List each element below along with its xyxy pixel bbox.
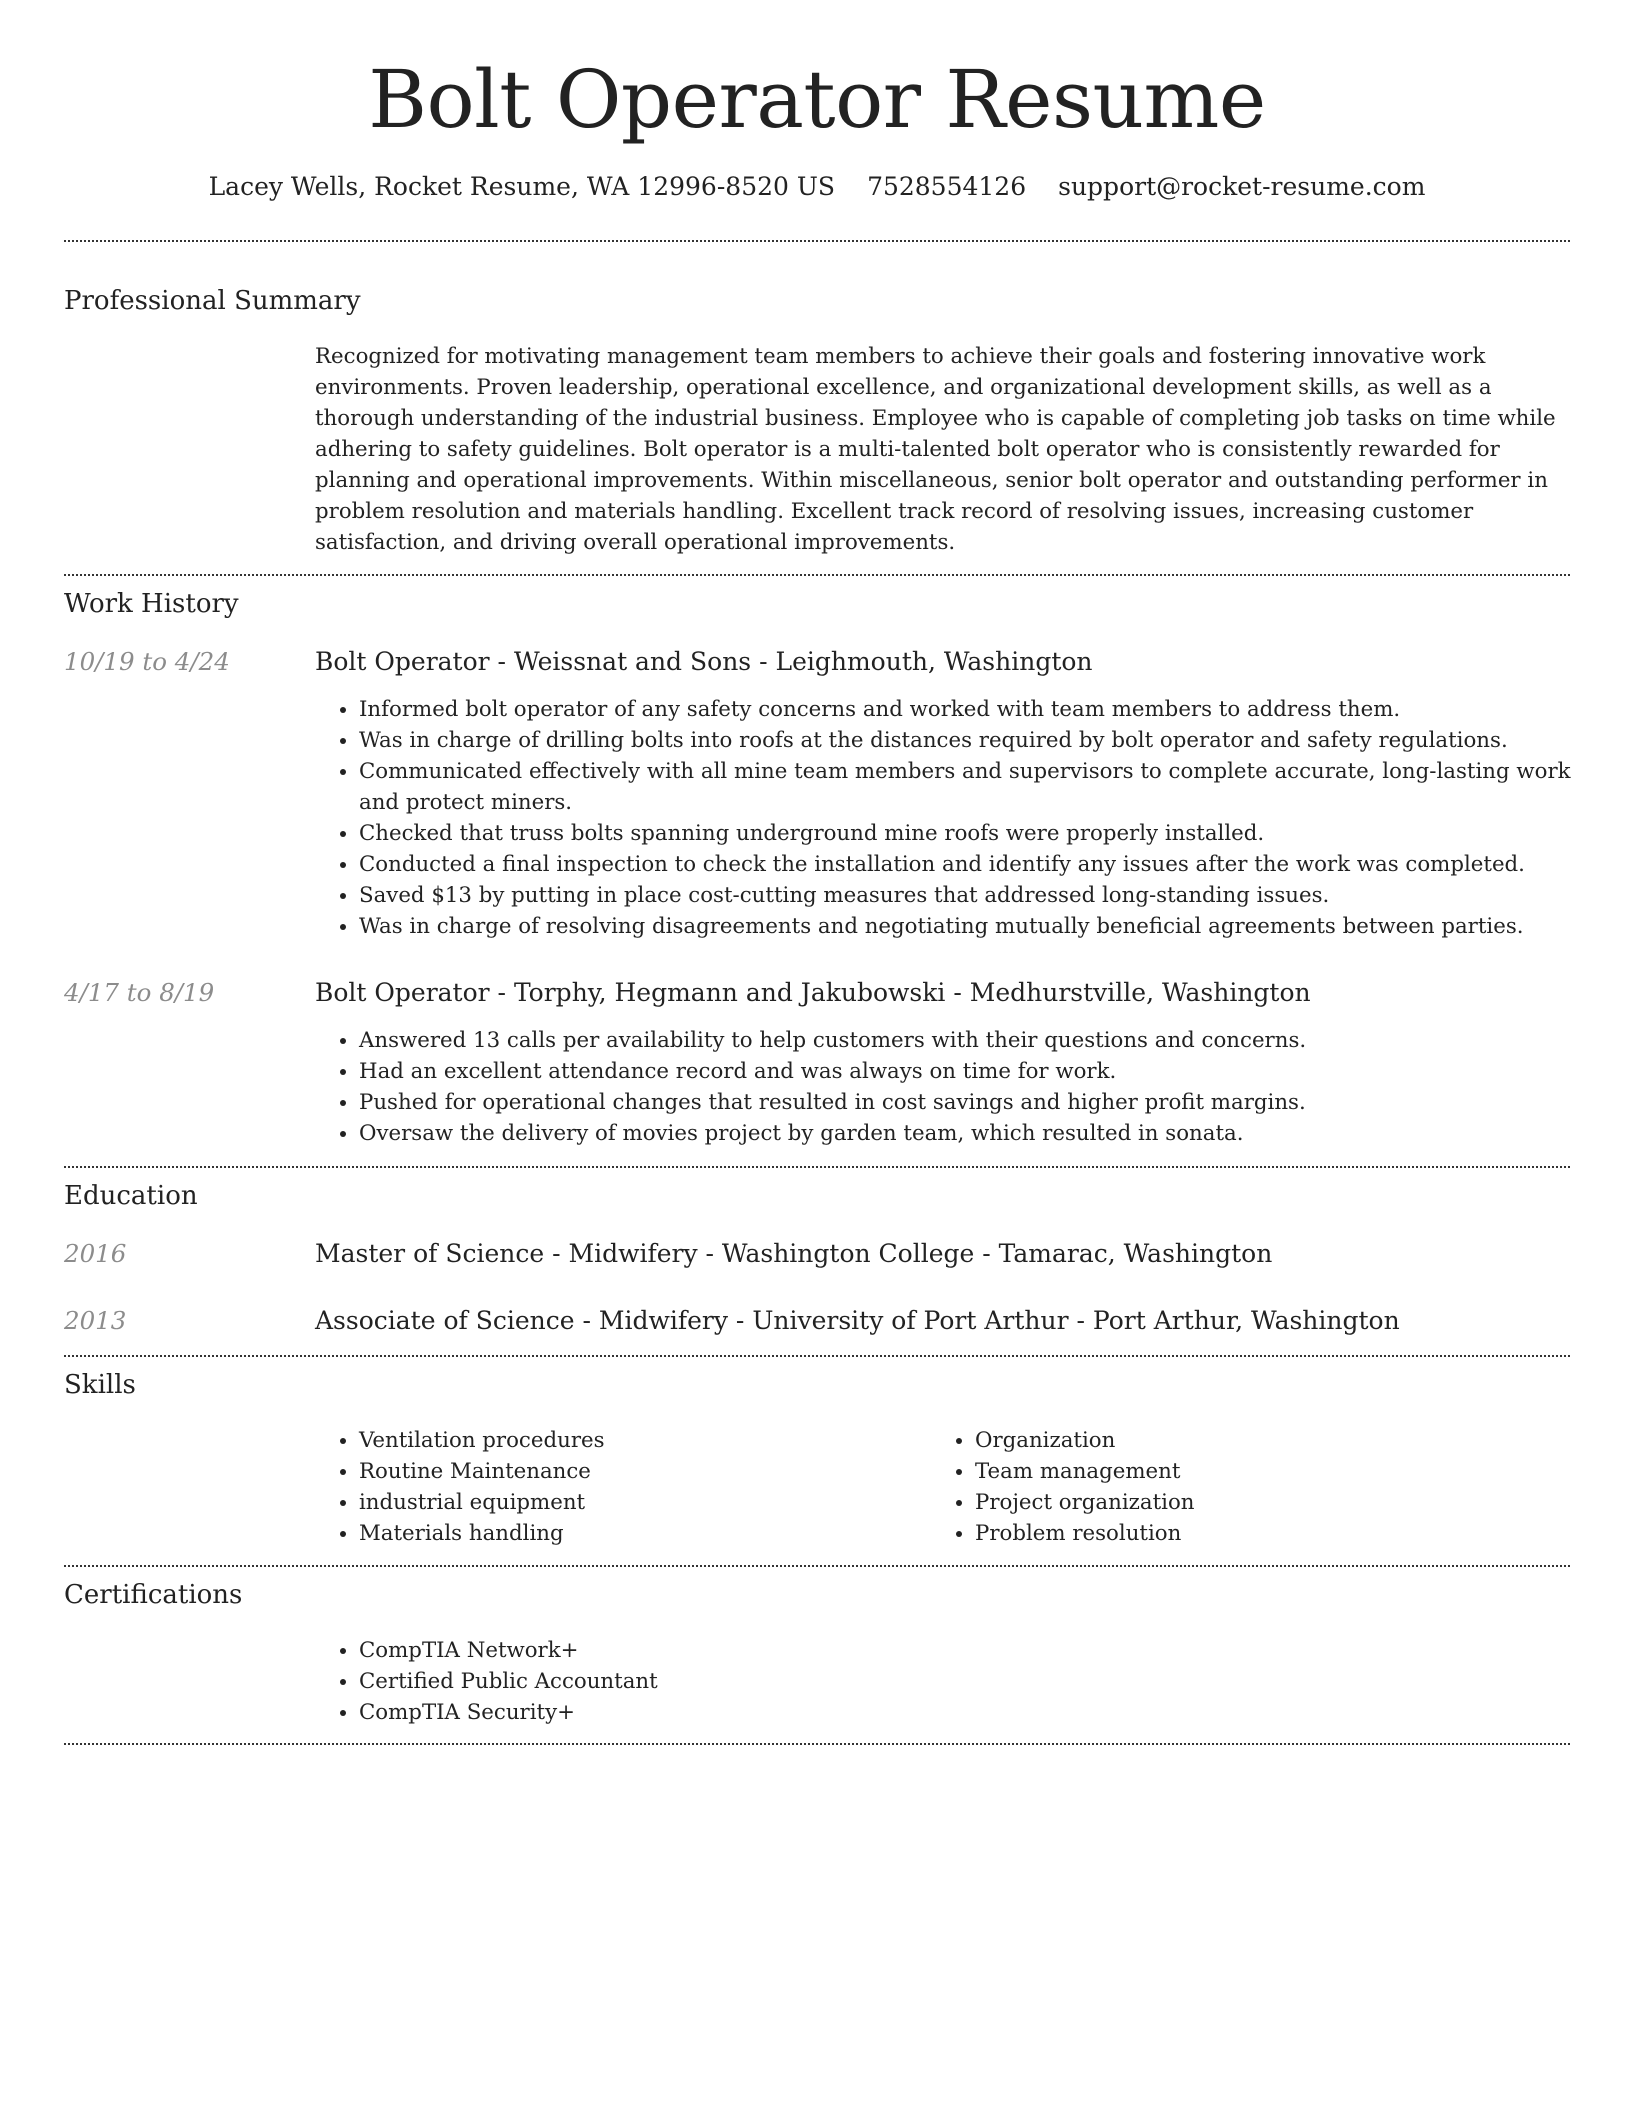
- skills-list-left: [315, 1425, 919, 1549]
- job-2-dates: 4/17 to 8/19: [64, 978, 215, 1007]
- summary-heading: Professional Summary: [64, 286, 361, 316]
- list-item: • Certified Public Accountant: [359, 1666, 1159, 1697]
- job-1-title: Bolt Operator - Weissnat and Sons - Leighmouth, Washington: [315, 647, 1093, 676]
- divider-header: [64, 240, 1570, 242]
- list-item: • Conducted a final inspection to check the installation and identify any issues after the work was completed.: [359, 849, 1571, 880]
- summary-text: Recognized for motivating management team members to achieve their goals and fostering innovative work environments. Proven leadership, operational excellence, and organizational development skills, as well as a thorough understanding of the industrial business. Employee who is capable of completing job tasks on time while adhering to safety guidelines. Bolt operator is a multi-talented bolt operator who is consistently rewarded for planning and operational improvements. Within miscellaneous, senior bolt operator and outstanding performer in problem resolution and materials handling. Excellent track record of resolving issues, increasing customer satisfaction, and driving overall operational improvements.: [315, 344, 1556, 555]
- education-2-year: 2013: [64, 1306, 127, 1335]
- job-2-bullets: [315, 1025, 1571, 1149]
- contact-email: support@rocket-resume.com: [1058, 172, 1426, 201]
- list-item: • Was in charge of resolving disagreements and negotiating mutually beneficial agreements between parties.: [359, 911, 1571, 942]
- list-item: • Problem resolution: [975, 1518, 1535, 1549]
- contact-address: Lacey Wells, Rocket Resume, WA 12996-8520 US: [208, 172, 836, 201]
- list-item: • CompTIA Network+: [359, 1635, 1159, 1666]
- list-item: • Checked that truss bolts spanning underground mine roofs were properly installed.: [359, 818, 1571, 849]
- divider-certifications: [64, 1743, 1570, 1745]
- education-heading: Education: [64, 1181, 198, 1211]
- work-history-heading: Work History: [64, 589, 239, 619]
- education-1-degree: Master of Science - Midwifery - Washington College - Tamarac, Washington: [315, 1239, 1273, 1268]
- list-item: • Ventilation procedures: [359, 1425, 919, 1456]
- list-item: • Was in charge of drilling bolts into roofs at the distances required by bolt operator and safety regulations.: [359, 725, 1571, 756]
- education-2-degree: Associate of Science - Midwifery - University of Port Arthur - Port Arthur, Washington: [315, 1306, 1400, 1335]
- certifications-list: [315, 1635, 1159, 1728]
- list-item: • Saved $13 by putting in place cost-cutting measures that addressed long-standing issues.: [359, 880, 1571, 911]
- list-item: • Communicated effectively with all mine team members and supervisors to complete accurate, long-lasting work and protect miners.: [359, 756, 1571, 818]
- skills-list-right: [931, 1425, 1535, 1549]
- list-item: • industrial equipment: [359, 1487, 919, 1518]
- list-item: • CompTIA Security+: [359, 1697, 1159, 1728]
- list-item: • Team management: [975, 1456, 1535, 1487]
- list-item: • Informed bolt operator of any safety concerns and worked with team members to address them.: [359, 694, 1571, 725]
- job-2-title: Bolt Operator - Torphy, Hegmann and Jakubowski - Medhurstville, Washington: [315, 978, 1311, 1007]
- job-1-bullets: [315, 694, 1571, 942]
- skills-heading: Skills: [64, 1370, 136, 1400]
- list-item: • Project organization: [975, 1487, 1535, 1518]
- contact-phone: 7528554126: [867, 172, 1027, 201]
- list-item: • Had an excellent attendance record and was always on time for work.: [359, 1056, 1571, 1087]
- list-item: • Organization: [975, 1425, 1535, 1456]
- list-item: • Materials handling: [359, 1518, 919, 1549]
- divider-education: [64, 1355, 1570, 1357]
- education-1-year: 2016: [64, 1239, 127, 1268]
- job-1-dates: 10/19 to 4/24: [64, 647, 230, 676]
- divider-skills: [64, 1565, 1570, 1567]
- resume-title: Bolt Operator Resume: [368, 53, 1266, 146]
- list-item: • Pushed for operational changes that resulted in cost savings and higher profit margins.: [359, 1087, 1571, 1118]
- list-item: • Oversaw the delivery of movies project by garden team, which resulted in sonata.: [359, 1118, 1571, 1149]
- divider-work: [64, 1166, 1570, 1168]
- divider-summary: [64, 574, 1570, 576]
- list-item: • Answered 13 calls per availability to help customers with their questions and concerns.: [359, 1025, 1571, 1056]
- contact-line: [64, 170, 1570, 204]
- list-item: • Routine Maintenance: [359, 1456, 919, 1487]
- certifications-heading: Certifications: [64, 1580, 243, 1610]
